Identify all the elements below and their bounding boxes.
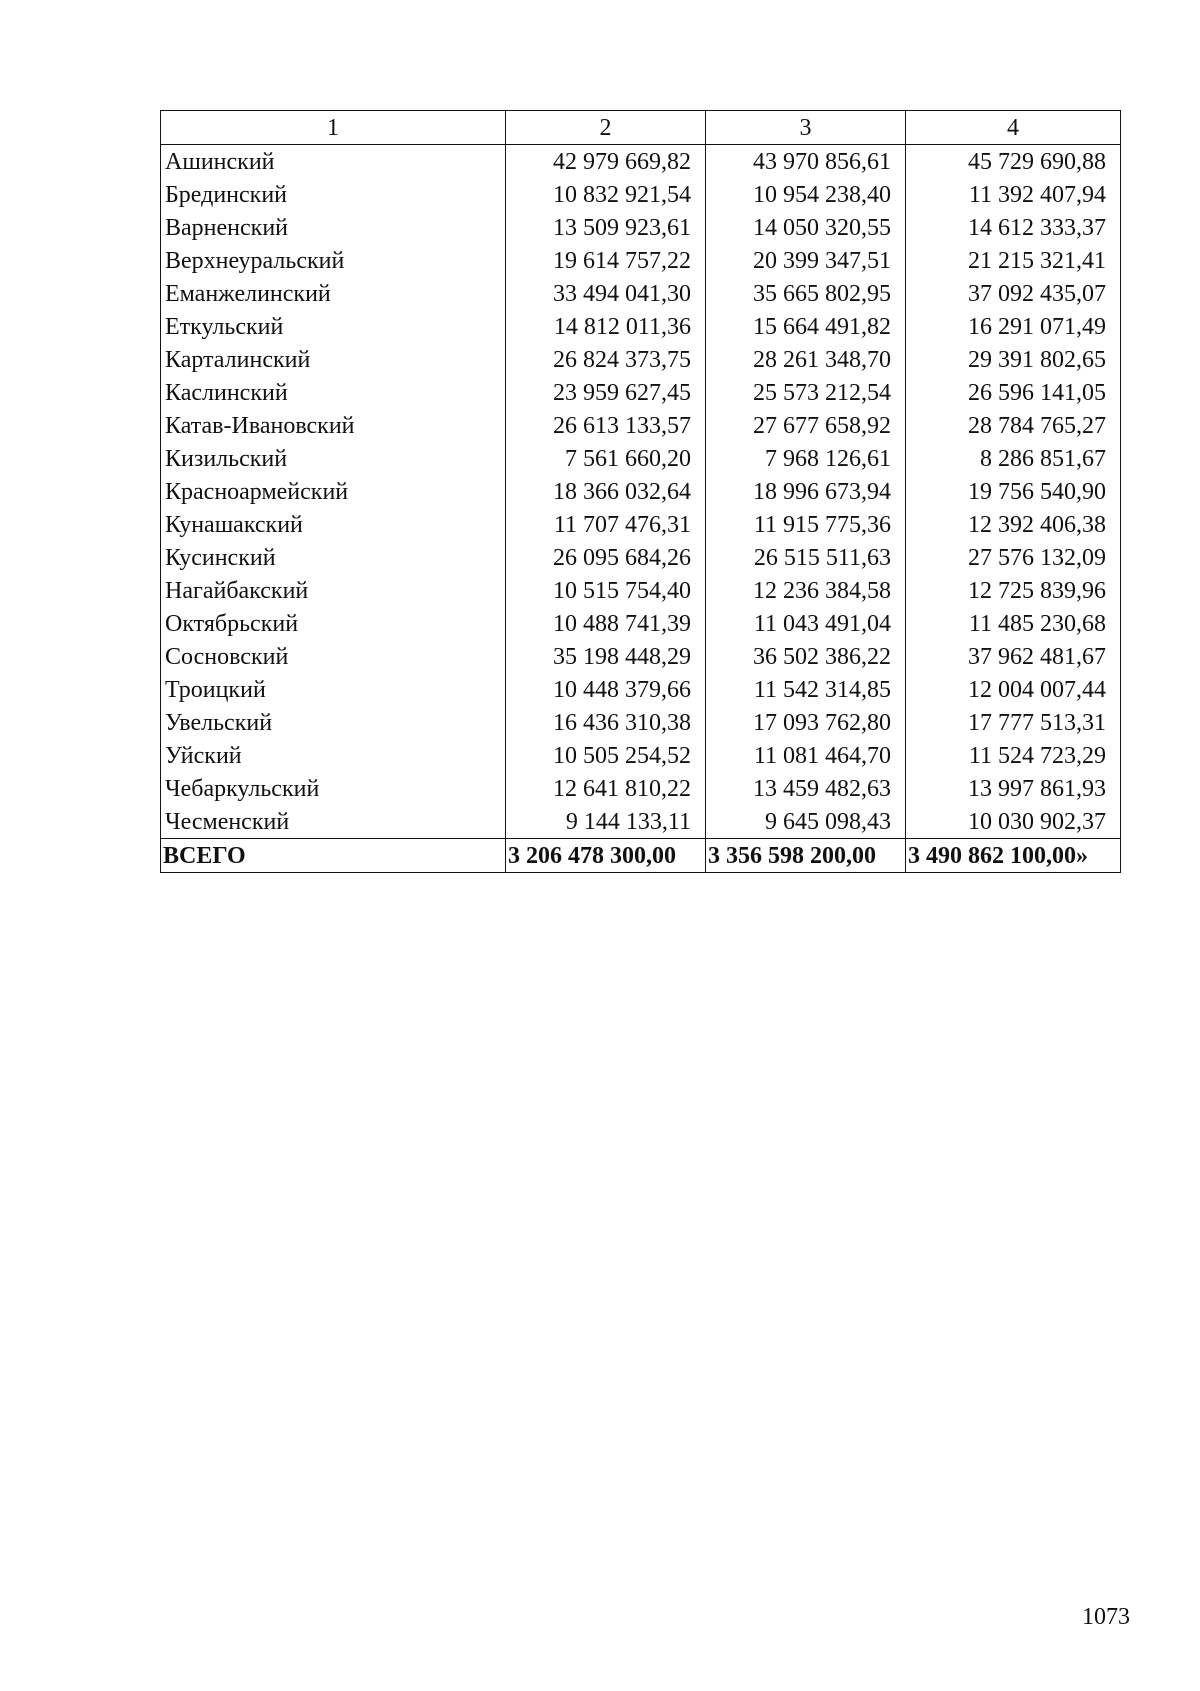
- amount-cell: 10 448 379,66: [506, 673, 706, 706]
- amount-cell: 28 261 348,70: [706, 343, 906, 376]
- amount-cell: 16 436 310,38: [506, 706, 706, 739]
- amount-cell: 12 236 384,58: [706, 574, 906, 607]
- table-row: [161, 409, 1121, 442]
- amount-cell: 7 561 660,20: [506, 442, 706, 475]
- table-row: [161, 178, 1121, 211]
- amount-cell: 10 488 741,39: [506, 607, 706, 640]
- district-name: Еманжелинский: [161, 277, 506, 310]
- district-name: Кизильский: [161, 442, 506, 475]
- district-name: Чебаркульский: [161, 772, 506, 805]
- district-name: Увельский: [161, 706, 506, 739]
- table-row: [161, 706, 1121, 739]
- amount-cell: 35 198 448,29: [506, 640, 706, 673]
- amount-cell: 20 399 347,51: [706, 244, 906, 277]
- district-name: Верхнеуральский: [161, 244, 506, 277]
- district-name: Брединский: [161, 178, 506, 211]
- amount-cell: 12 725 839,96: [906, 574, 1121, 607]
- table-row: [161, 574, 1121, 607]
- district-name: Варненский: [161, 211, 506, 244]
- amount-cell: 18 996 673,94: [706, 475, 906, 508]
- amount-cell: 11 542 314,85: [706, 673, 906, 706]
- amount-cell: 11 524 723,29: [906, 739, 1121, 772]
- budget-table: [160, 110, 1121, 873]
- amount-cell: 11 707 476,31: [506, 508, 706, 541]
- amount-cell: 10 030 902,37: [906, 805, 1121, 839]
- column-header-2: 2: [506, 111, 706, 145]
- amount-cell: 26 515 511,63: [706, 541, 906, 574]
- amount-cell: 23 959 627,45: [506, 376, 706, 409]
- table-row: [161, 343, 1121, 376]
- amount-cell: 18 366 032,64: [506, 475, 706, 508]
- amount-cell: 12 392 406,38: [906, 508, 1121, 541]
- amount-cell: 37 962 481,67: [906, 640, 1121, 673]
- amount-cell: 10 832 921,54: [506, 178, 706, 211]
- amount-cell: 14 612 333,37: [906, 211, 1121, 244]
- amount-cell: 21 215 321,41: [906, 244, 1121, 277]
- amount-cell: 7 968 126,61: [706, 442, 906, 475]
- amount-cell: 43 970 856,61: [706, 145, 906, 179]
- amount-cell: 11 485 230,68: [906, 607, 1121, 640]
- table-footer: [161, 839, 1121, 873]
- district-name: Октябрьский: [161, 607, 506, 640]
- total-label: ВСЕГО: [161, 839, 506, 873]
- district-name: Катав-Ивановский: [161, 409, 506, 442]
- district-name: Каслинский: [161, 376, 506, 409]
- amount-cell: 9 144 133,11: [506, 805, 706, 839]
- amount-cell: 25 573 212,54: [706, 376, 906, 409]
- amount-cell: 10 505 254,52: [506, 739, 706, 772]
- table-row: [161, 442, 1121, 475]
- amount-cell: 8 286 851,67: [906, 442, 1121, 475]
- page-number: 1073: [1082, 1604, 1130, 1630]
- district-name: Сосновский: [161, 640, 506, 673]
- table-row: [161, 805, 1121, 839]
- amount-cell: 26 824 373,75: [506, 343, 706, 376]
- amount-cell: 27 677 658,92: [706, 409, 906, 442]
- table-row: [161, 310, 1121, 343]
- total-value-4: 3 490 862 100,00»: [906, 839, 1121, 873]
- column-header-4: 4: [906, 111, 1121, 145]
- amount-cell: 12 641 810,22: [506, 772, 706, 805]
- district-name: Красноармейский: [161, 475, 506, 508]
- amount-cell: 29 391 802,65: [906, 343, 1121, 376]
- table-row: [161, 145, 1121, 179]
- table-row: [161, 640, 1121, 673]
- table-row: [161, 211, 1121, 244]
- table-row: [161, 376, 1121, 409]
- amount-cell: 14 812 011,36: [506, 310, 706, 343]
- district-name: Уйский: [161, 739, 506, 772]
- district-name: Кусинский: [161, 541, 506, 574]
- amount-cell: 14 050 320,55: [706, 211, 906, 244]
- amount-cell: 26 596 141,05: [906, 376, 1121, 409]
- district-name: Ашинский: [161, 145, 506, 179]
- amount-cell: 45 729 690,88: [906, 145, 1121, 179]
- amount-cell: 26 613 133,57: [506, 409, 706, 442]
- amount-cell: 17 777 513,31: [906, 706, 1121, 739]
- district-name: Кунашакский: [161, 508, 506, 541]
- table-body: [161, 145, 1121, 839]
- amount-cell: 16 291 071,49: [906, 310, 1121, 343]
- amount-cell: 11 392 407,94: [906, 178, 1121, 211]
- table-row: [161, 277, 1121, 310]
- table-row: [161, 475, 1121, 508]
- amount-cell: 12 004 007,44: [906, 673, 1121, 706]
- amount-cell: 15 664 491,82: [706, 310, 906, 343]
- column-header-1: 1: [161, 111, 506, 145]
- table-row: [161, 508, 1121, 541]
- district-name: Еткульский: [161, 310, 506, 343]
- district-name: Карталинский: [161, 343, 506, 376]
- amount-cell: 13 459 482,63: [706, 772, 906, 805]
- district-name: Троицкий: [161, 673, 506, 706]
- table-row: [161, 541, 1121, 574]
- amount-cell: 11 915 775,36: [706, 508, 906, 541]
- amount-cell: 10 515 754,40: [506, 574, 706, 607]
- table-header: [161, 111, 1121, 145]
- header-row: [161, 111, 1121, 145]
- total-value-2: 3 206 478 300,00: [506, 839, 706, 873]
- amount-cell: 10 954 238,40: [706, 178, 906, 211]
- district-name: Нагайбакский: [161, 574, 506, 607]
- total-row: [161, 839, 1121, 873]
- amount-cell: 35 665 802,95: [706, 277, 906, 310]
- amount-cell: 17 093 762,80: [706, 706, 906, 739]
- total-value-3: 3 356 598 200,00: [706, 839, 906, 873]
- amount-cell: 13 509 923,61: [506, 211, 706, 244]
- table-row: [161, 772, 1121, 805]
- amount-cell: 9 645 098,43: [706, 805, 906, 839]
- table-row: [161, 244, 1121, 277]
- district-name: Чесменский: [161, 805, 506, 839]
- amount-cell: 36 502 386,22: [706, 640, 906, 673]
- amount-cell: 42 979 669,82: [506, 145, 706, 179]
- amount-cell: 19 614 757,22: [506, 244, 706, 277]
- amount-cell: 19 756 540,90: [906, 475, 1121, 508]
- column-header-3: 3: [706, 111, 906, 145]
- table-row: [161, 673, 1121, 706]
- amount-cell: 26 095 684,26: [506, 541, 706, 574]
- amount-cell: 37 092 435,07: [906, 277, 1121, 310]
- amount-cell: 33 494 041,30: [506, 277, 706, 310]
- table-row: [161, 607, 1121, 640]
- table-row: [161, 739, 1121, 772]
- amount-cell: 11 081 464,70: [706, 739, 906, 772]
- amount-cell: 11 043 491,04: [706, 607, 906, 640]
- amount-cell: 13 997 861,93: [906, 772, 1121, 805]
- amount-cell: 27 576 132,09: [906, 541, 1121, 574]
- amount-cell: 28 784 765,27: [906, 409, 1121, 442]
